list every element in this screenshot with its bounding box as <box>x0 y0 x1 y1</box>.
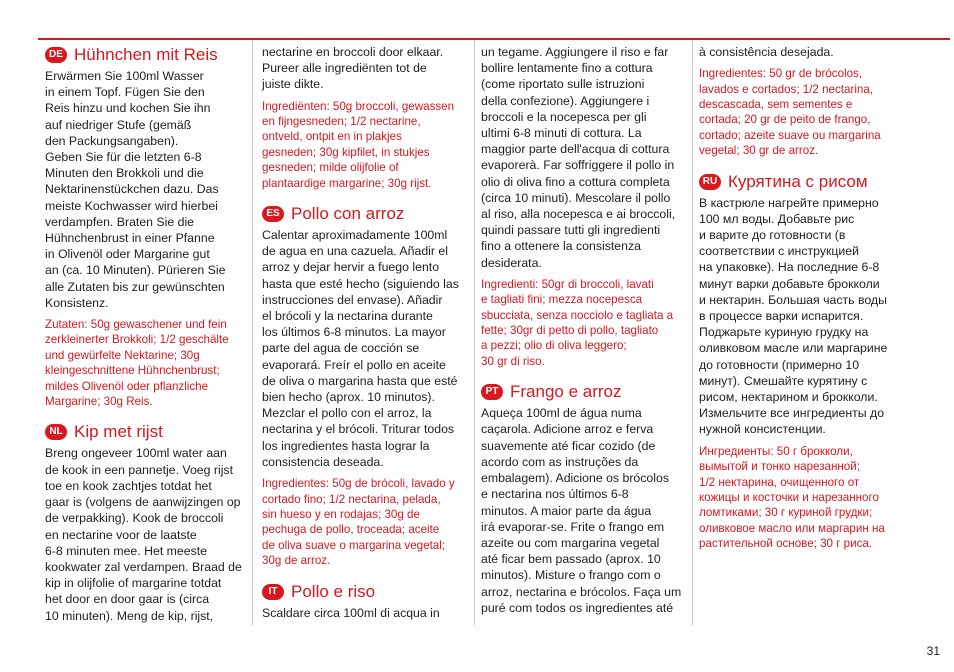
ingredients-es: Ingredientes: 50g de brócoli, lavado y cortado fino; 1/2 nectarina, pelada, sin hueso y en rodajas; 30g de pechuga de pollo, troceada; aceite de oliva suave o margarina vegetal; 30g de arroz. <box>262 477 455 568</box>
recipe-body-pt: Aqueça 100ml de água numa caçarola. Adicione arroz e ferva suavemente até ficar cozido (de acordo com as instruções da embalagem). Adicione os brócolos e nectarina nos últimos 6-8 minutos. A maior parte da água irá evaporar-se. Frite o frango em azeite ou com margarina vegetal até ficar bem passado (aprox. 10 minutos). Misture o frango com o arroz, nectarina e brócolos. Faça um puré com todos os ingredientes até <box>481 406 682 615</box>
section-title-pt <box>481 381 687 403</box>
column-separator <box>252 40 253 625</box>
recipe-body-es: Calentar aproximadamente 100ml de agua en una cazuela. Añadir el arroz y dejar hervir a fuego lento hasta que esté hecho (siguiendo las instrucciones del envase). Añadir el brócoli y la nectarina durante los últimos 6-8 minutos. La mayor parte del agua de cocción se evaporará. Freír el pollo en aceite de oliva o margarina hasta que esté bien hecho (aprox. 10 minutos). Mezclar el pollo con el arroz, la nectarina y el brócoli. Triturar todos los ingredientes hasta lograr la consistencia deseada. <box>262 228 459 469</box>
recipe-title-pt: Frango e arroz <box>510 382 622 402</box>
recipe-title-es: Pollo con arroz <box>291 204 405 224</box>
column-separator <box>692 40 693 625</box>
section-title-nl <box>45 421 247 443</box>
column-1 <box>45 44 247 630</box>
column-2 <box>262 44 467 627</box>
ingredients-de: Zutaten: 50g gewaschener und fein zerkleinerter Brokkoli; 1/2 geschälte und gewürfelte Nektarine; 30g kleingeschnittene Hühnchenbrust; mildes Olivenöl oder pflanzliche Margarine; 30g Reis. <box>45 318 229 409</box>
column-separator <box>474 40 475 625</box>
recipe-title-de: Hühnchen mit Reis <box>74 45 218 64</box>
recipe-body-de: Erwärmen Sie 100ml Wasser in einem Topf. Fügen Sie den Reis hinzu und kochen Sie ihn auf niedriger Stufe (gemäß den Packungsangaben). Geben Sie für die letzten 6-8 Minuten den Brokkoli und die Nektarinenstückchen dazu. Das meiste Kochwasser wird hierbei verdampfen. Braten Sie die Hühnchenbrust in einer Pfanne in Olivenöl oder Margarine gut an (ca. 10 Minuten). Pürieren Sie alle Zutaten bis zur gewünschten Konsistenz. <box>45 69 226 310</box>
recipe-body-nl: Breng ongeveer 100ml water aan de kook in een pannetje. Voeg rijst toe en kook zachtjes totdat het gaar is (volgens de aanwijzingen op de verpakking). Kook de broccoli en nectarine voor de laatste 6-8 minuten mee. Het meeste kookwater zal verdampen. Braad de kip in olijfolie of margarine totdat het door en door gaar is (circa 10 minuten). Meng de kip, rijst, <box>45 446 242 623</box>
recipe-title-it: Pollo e riso <box>291 581 376 601</box>
recipe-title-ru: Курятина с рисом <box>728 171 868 191</box>
language-badge-es: ES <box>262 206 284 222</box>
recipe-body-pt-continued: à consistência desejada. <box>699 45 834 59</box>
section-title-ru <box>699 171 911 193</box>
recipe-body-nl-continued: nectarine en broccoli door elkaar. Pureer alle ingrediënten tot de juiste dikte. <box>262 45 444 92</box>
ingredients-ru: Ингредиенты: 50 г брокколи, вымытой и тонко нарезанной; 1/2 нектарина, очищенного от кожицы и косточки и нарезанного ломтиками; 30 г куриной грудки; оливковое масло или маргарин на растительной основе; 30 г риса. <box>699 444 885 551</box>
ingredients-pt: Ingredientes: 50 gr de brócolos, lavados e cortados; 1/2 nectarina, descascada, sem sementes e cortada; 20 gr de peito de frango, cortado; azeite suave ou margarina vegetal; 30 gr de arroz. <box>699 67 881 158</box>
ingredients-nl: Ingrediënten: 50g broccoli, gewassen en fijngesneden; 1/2 nectarine, ontveld, ontpit en in plakjes gesneden; 30g kipfilet, in stukjes gesneden; milde olijfolie of plantaardige margarine; 30g rijst. <box>262 99 455 190</box>
section-title-es <box>262 203 467 225</box>
recipe-body-it-continued: un tegame. Aggiungere il riso e far bollire lentamente fino a cottura (come riportato sulle istruzioni della confezione). Aggiungere i broccoli e la nocepesca per gli ultimi 6-8 minuti di cottura. La maggior parte dell'acqua di cottura evaporerà. Far soffriggere il pollo in olio di oliva fino a cottura completa (circa 10 minuti). Mescolare il pollo al riso, alla nocepesca e ai broccoli, quindi passare tutti gli ingredienti fino a ottenere la consistenza desiderata. <box>481 45 676 270</box>
language-badge-it: IT <box>262 584 284 600</box>
language-badge-ru: RU <box>699 174 721 190</box>
top-rule <box>38 38 950 40</box>
recipe-title-nl: Kip met rijst <box>74 422 163 442</box>
column-4 <box>699 44 911 564</box>
section-title-de <box>45 44 247 66</box>
language-badge-de: DE <box>45 47 67 63</box>
page-number: 31 <box>926 644 940 658</box>
recipe-body-ru: В кастрюле нагрейте примерно 100 мл воды. Добавьте рис и варите до готовности (в соответствии с инструкцией на упаковке). На последние 6-8 минут варки добавьте брокколи и нектарин. Большая часть воды в процессе варки испарится. Поджарьте куриную грудку на оливковом масле или маргарине до готовности (примерно 10 минут). Смешайте курятину с рисом, нектарином и брокколи. Измельчите все ингредиенты до нужной консистенции. <box>699 195 888 437</box>
language-badge-nl: NL <box>45 424 67 440</box>
language-badge-pt: PT <box>481 384 503 400</box>
recipe-body-it: Scaldare circa 100ml di acqua in <box>262 605 440 620</box>
column-3 <box>481 44 687 622</box>
ingredients-it: Ingredienti: 50gr di broccoli, lavati e tagliati fini; mezza nocepesca sbucciata, senza nocciolo e tagliata a fette; 30gr di petto di pollo, tagliato a pezzi; olio di oliva leggero; 30 gr di riso. <box>481 277 674 368</box>
section-title-it <box>262 581 467 603</box>
